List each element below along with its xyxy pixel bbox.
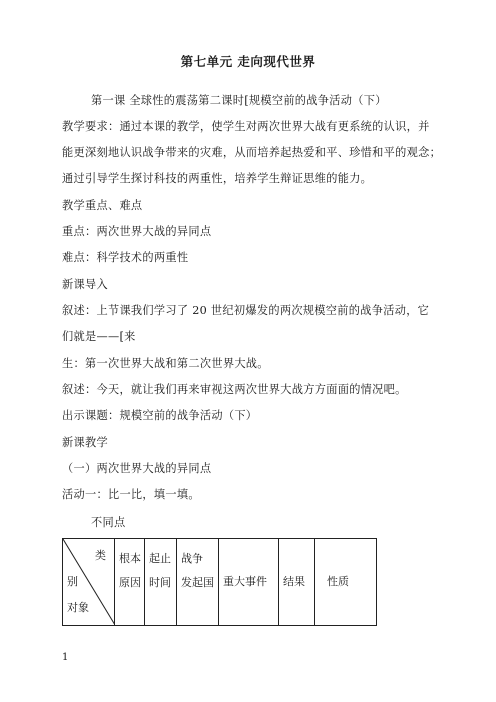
differences-table <box>62 538 377 626</box>
section-1-heading: （一）两次世界大战的异同点 <box>62 462 212 475</box>
new-lesson-heading: 新课教学 <box>62 436 108 449</box>
corner-label-bottom: 对象 <box>67 601 89 614</box>
header-initiator <box>177 539 219 626</box>
student-answer: 生：第一次世界大战和第二次世界大战。 <box>62 357 269 370</box>
header-nature-label: 性质 <box>327 575 349 588</box>
header-time <box>145 539 177 626</box>
page-number: 1 <box>62 652 69 663</box>
header-cause-line-1: 根本 <box>119 552 141 565</box>
header-result-label: 结果 <box>283 575 305 588</box>
narration-2: 叙述：今天，就让我们再来审视这两次世界大战方方面面的情况吧。 <box>62 383 407 396</box>
header-time-line-1: 起止 <box>149 552 171 565</box>
header-cause <box>115 539 145 626</box>
narration-1-line-2: 们就是——[来 <box>62 330 136 343</box>
header-events-label: 重大事件 <box>223 575 267 588</box>
activity-1: 活动一：比一比，填一填。 <box>62 488 200 501</box>
intro-heading: 新课导入 <box>62 278 108 291</box>
unit-title: 第七单元 走向现代世界 <box>180 54 316 69</box>
requirements-line-3: 通过引导学生探讨科技的两重性，培养学生辩证思维的能力。 <box>62 172 373 185</box>
header-initiator-line-2: 发起国 <box>181 576 214 589</box>
corner-label-top: 类 <box>95 549 106 562</box>
requirements-line-1: 教学要求：通过本课的教学，使学生对两次世界大战有更系统的认识，并 <box>62 120 430 133</box>
table-header-row <box>63 539 377 626</box>
header-initiator-line-1: 战争 <box>181 552 203 565</box>
lesson-title: 第一课 全球性的震荡第二课时[规模空前的战争活动（下） <box>91 94 387 107</box>
header-time-line-2: 时间 <box>149 576 171 589</box>
header-events <box>219 539 279 626</box>
topic: 出示课题：规模空前的战争活动（下） <box>62 409 258 422</box>
key-point: 重点：两次世界大战的异同点 <box>62 225 212 238</box>
key-points-heading: 教学重点、难点 <box>62 199 143 212</box>
corner-cell <box>63 539 115 626</box>
requirements-line-2: 能更深刻地认识战争带来的灾难，从而培养起热爱和平、珍惜和平的观念； <box>62 146 442 159</box>
corner-label-mid: 别 <box>67 575 78 588</box>
header-result <box>279 539 315 626</box>
header-cause-line-2: 原因 <box>119 576 141 589</box>
table-caption: 不同点 <box>91 516 126 529</box>
narration-1-line-1: 叙述：上节课我们学习了 20 世纪初爆发的两次规模空前的战争活动，它 <box>62 304 430 317</box>
difficult-point: 难点：科学技术的两重性 <box>62 251 189 264</box>
header-nature <box>315 539 377 626</box>
